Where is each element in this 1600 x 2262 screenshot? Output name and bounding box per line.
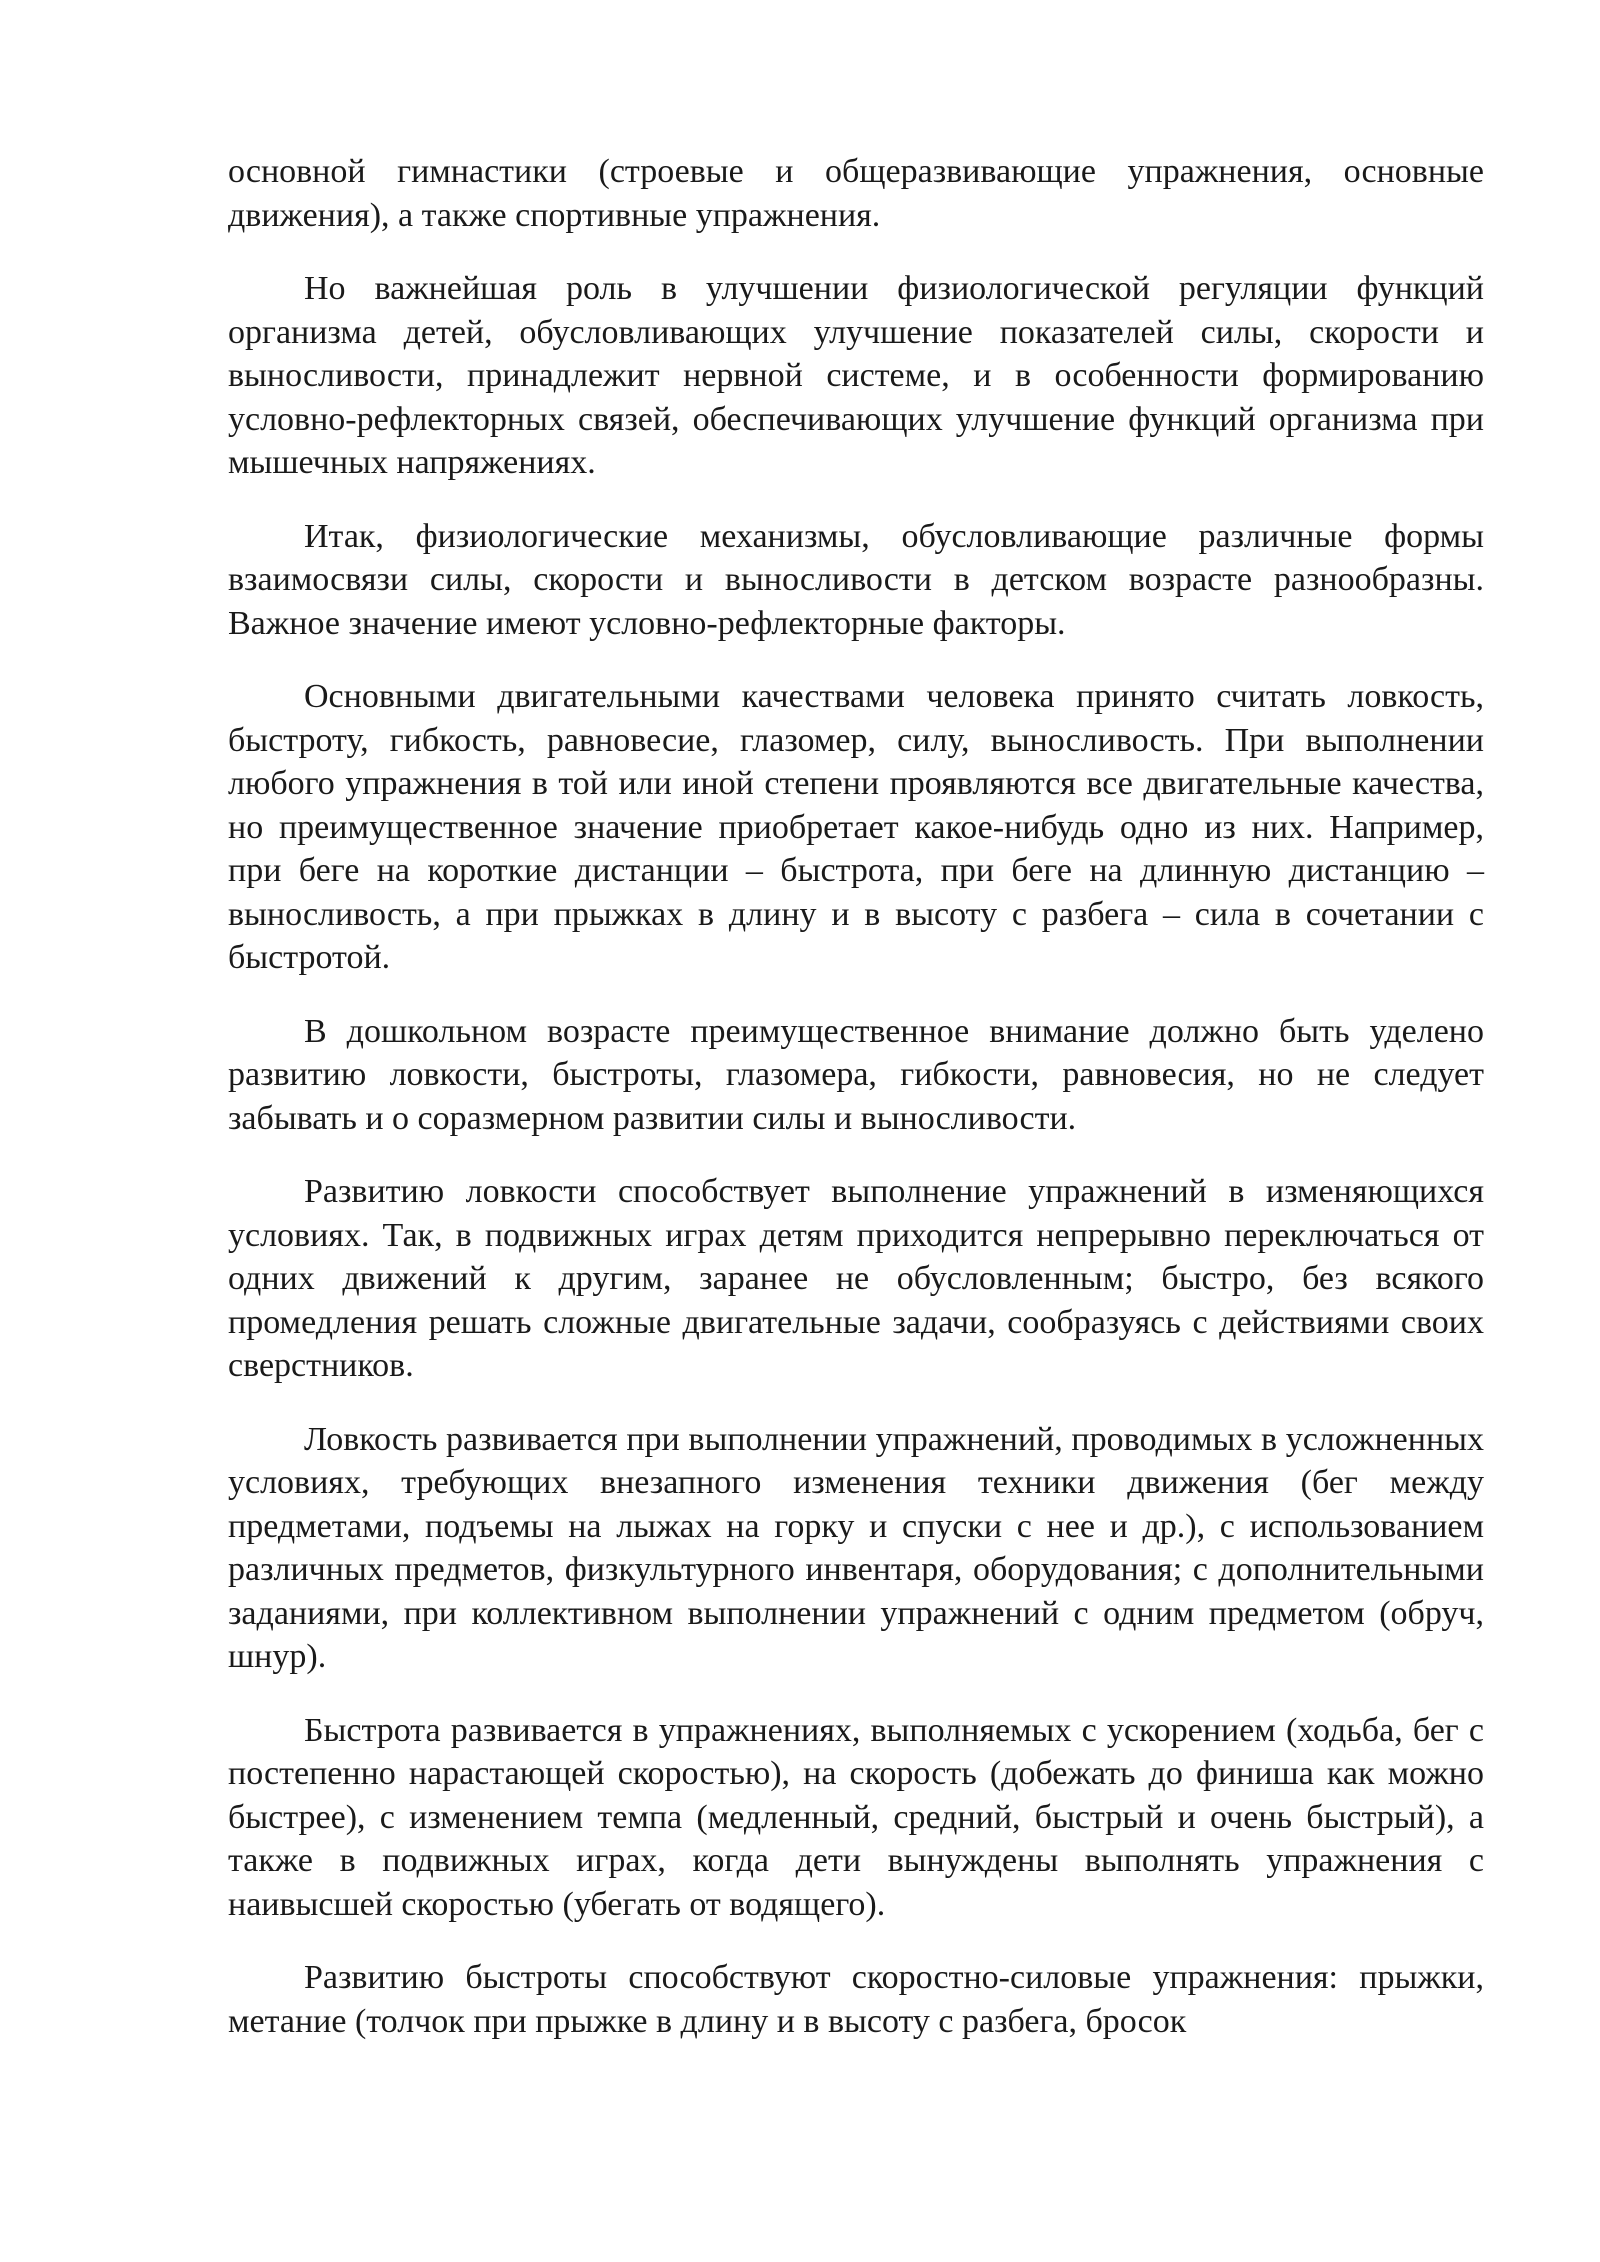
paragraph-agility-exercises: Ловкость развивается при выполнении упражнений, проводимых в усложненных условиях, требующих внезапного изменения техники движения (бег между предметами, подъемы на лыжах на горку и спуски с нее и др.), с использованием различных предметов, физкультурного инвентаря, оборудования; с дополнительными заданиями, при коллективном выполнении упражнений с одним предметом (обруч, шнур).	[228, 1420, 1484, 1675]
paragraph-nervous-system: Но важнейшая роль в улучшении физиологической регуляции функций организма детей, обусловливающих улучшение показателей силы, скорости и выносливости, принадлежит нервной системе, и в особенности формированию условно-рефлекторных связей, обеспечивающих улучшение функций организма при мышечных напряжениях.	[228, 270, 1484, 481]
paragraph-speed-strength-exercises: Развитию быстроты способствуют скоростно-силовые упражнения: прыжки, метание (толчок при прыжке в длину и в высоту с разбега, бросок	[228, 1959, 1484, 2040]
paragraph-agility-development: Развитию ловкости способствует выполнение упражнений в изменяющихся условиях. Так, в подвижных играх детям приходится непрерывно переключаться от одних движений к другим, заранее не обусловленным; быстро, без всякого промедления решать сложные двигательные задачи, сообразуясь с действиями своих сверстников.	[228, 1173, 1484, 1384]
paragraph-gymnastics-continuation: основной гимнастики (строевые и общеразвивающие упражнения, основные движения), а также спортивные упражнения.	[228, 153, 1484, 234]
paragraph-speed-development: Быстрота развивается в упражнениях, выполняемых с ускорением (ходьба, бег с постепенно нарастающей скоростью), на скорость (добежать до финиша как можно быстрее), с изменением темпа (медленный, средний, быстрый и очень быстрый), а также в подвижных играх, когда дети вынуждены выполнять упражнения с наивысшей скоростью (убегать от водящего).	[228, 1711, 1484, 1923]
document-page	[228, 150, 1484, 2073]
paragraph-motor-qualities: Основными двигательными качествами человека принято считать ловкость, быстроту, гибкость, равновесие, глазомер, силу, выносливость. При выполнении любого упражнения в той или иной степени проявляются все двигательные качества, но преимущественное значение приобретает какое-нибудь одно из них. Например, при беге на короткие дистанции – быстрота, при беге на длинную дистанцию – выносливость, а при прыжках в длину и в высоту с разбега – сила в сочетании с быстротой.	[228, 678, 1484, 976]
paragraph-preschool-age: В дошкольном возрасте преимущественное внимание должно быть уделено развитию ловкости, быстроты, глазомера, гибкости, равновесия, но не следует забывать и о соразмерном развитии силы и выносливости.	[228, 1012, 1484, 1137]
paragraph-physiological-mechanisms: Итак, физиологические механизмы, обусловливающие различные формы взаимосвязи силы, скорости и выносливости в детском возрасте разнообразны. Важное значение имеют условно-рефлекторные факторы.	[228, 517, 1484, 642]
